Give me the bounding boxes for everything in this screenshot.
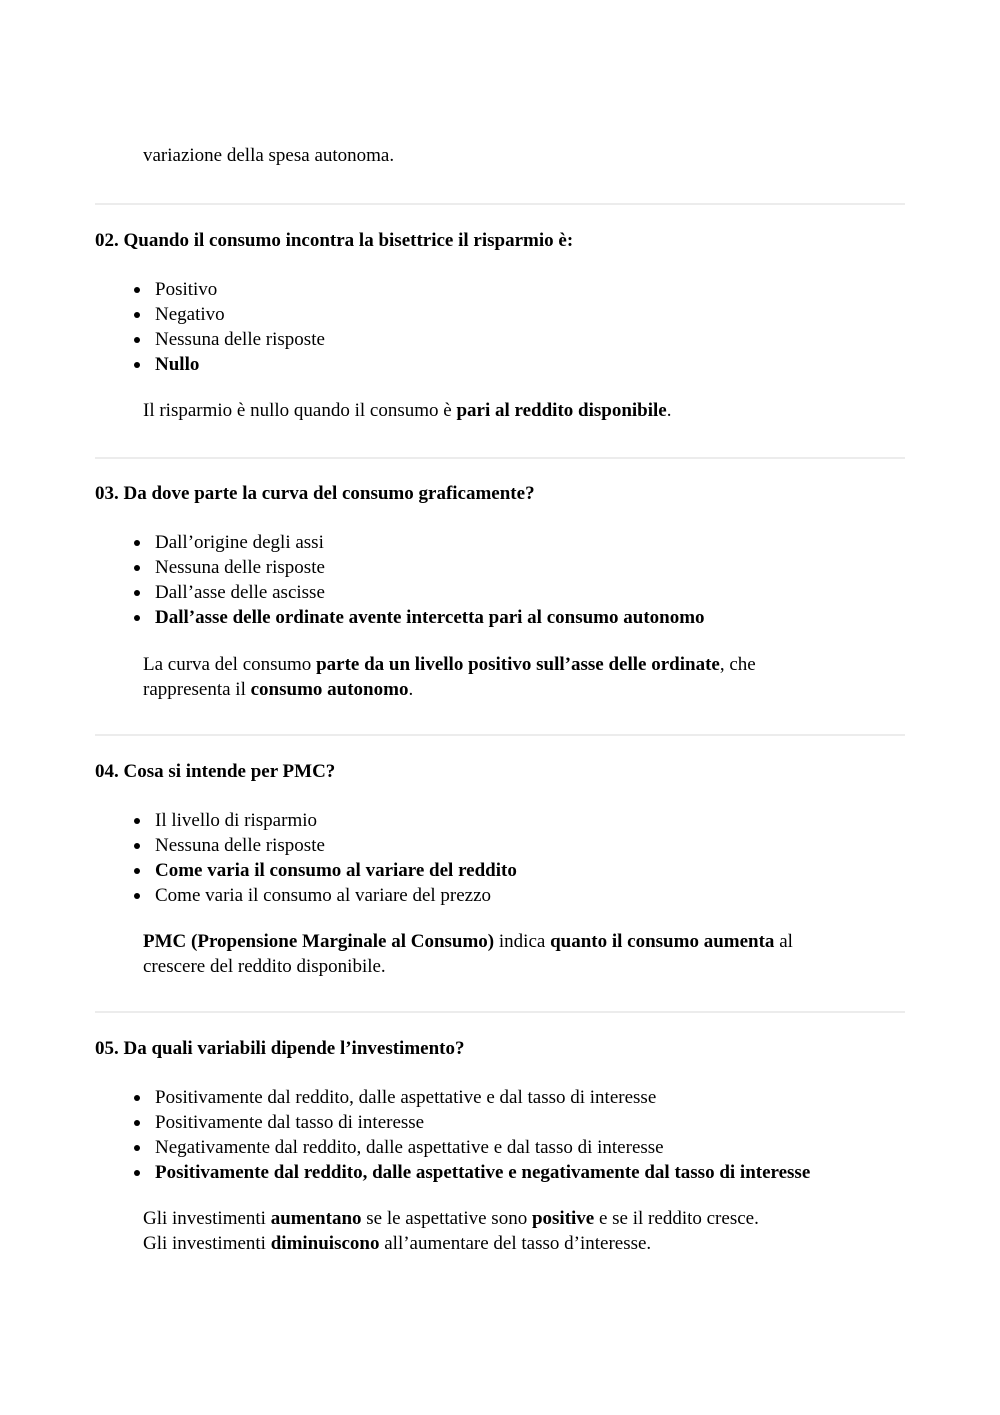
separator-2 bbox=[95, 457, 905, 459]
explanation-run: , che bbox=[719, 654, 756, 675]
answer-item: Dall’origine degli assi bbox=[155, 530, 705, 555]
answer-item: Negativamente dal reddito, dalle aspettative e dal tasso di interesse bbox=[155, 1135, 810, 1160]
answer-list bbox=[155, 808, 517, 908]
explanation-bold-run: quanto il consumo aumenta bbox=[550, 931, 775, 952]
explanation-bold-run: aumentano bbox=[270, 1208, 362, 1229]
separator-1 bbox=[95, 203, 905, 205]
explanation-bold-run: pari al reddito disponibile bbox=[456, 400, 667, 421]
answer-list bbox=[155, 277, 325, 377]
explanation-run: crescere del reddito disponibile. bbox=[143, 956, 386, 977]
explanation-run: La curva del consumo bbox=[143, 654, 317, 675]
explanation-bold-run: positive bbox=[531, 1208, 595, 1229]
answer-item: Nessuna delle risposte bbox=[155, 833, 517, 858]
explanation-bold-run: consumo autonomo bbox=[250, 679, 409, 700]
explanation-run: . bbox=[666, 400, 672, 421]
answer-item: Nessuna delle risposte bbox=[155, 555, 705, 580]
explanation-run: al bbox=[774, 931, 793, 952]
explanation-text bbox=[143, 1206, 883, 1256]
answer-item: Positivamente dal tasso di interesse bbox=[155, 1110, 810, 1135]
answer-list bbox=[155, 1085, 810, 1185]
intro-text: variazione della spesa autonoma. bbox=[143, 145, 395, 166]
explanation-text bbox=[143, 652, 883, 702]
explanation-run: indica bbox=[494, 931, 551, 952]
answer-list bbox=[155, 530, 705, 630]
explanation-bold-run: diminuiscono bbox=[270, 1233, 380, 1254]
explanation-run: all’aumentare del tasso d’interesse. bbox=[379, 1233, 652, 1254]
answer-item: Negativo bbox=[155, 302, 325, 327]
explanation-run: Gli investimenti bbox=[143, 1233, 271, 1254]
answer-item: Dall’asse delle ascisse bbox=[155, 580, 705, 605]
explanation-run: Gli investimenti bbox=[143, 1208, 271, 1229]
explanation-run: Il risparmio è nullo quando il consumo è bbox=[143, 400, 457, 421]
answer-item: Come varia il consumo al variare del prezzo bbox=[155, 883, 517, 908]
correct-answer-item: Nullo bbox=[155, 352, 325, 377]
correct-answer-item: Come varia il consumo al variare del reddito bbox=[155, 860, 517, 881]
explanation-text bbox=[143, 929, 883, 979]
correct-answer-item: Dall’asse delle ordinate avente intercetta pari al consumo autonomo bbox=[155, 607, 705, 628]
explanation-run: e se il reddito cresce. bbox=[594, 1208, 759, 1229]
separator-3 bbox=[95, 734, 905, 736]
answer-item: Nessuna delle risposte bbox=[155, 329, 325, 350]
correct-answer-item: Positivamente dal reddito, dalle aspettative e negativamente dal tasso di interesse bbox=[155, 1162, 811, 1183]
explanation-run: . bbox=[408, 679, 414, 700]
explanation-run: rappresenta il bbox=[143, 679, 251, 700]
separator-4 bbox=[95, 1011, 905, 1013]
answer-item: Il livello di risparmio bbox=[155, 808, 517, 833]
explanation-bold-run: parte da un livello positivo sull’asse delle ordinate bbox=[316, 654, 720, 675]
explanation-text bbox=[143, 398, 883, 423]
answer-item: Positivo bbox=[155, 277, 325, 302]
question-title: 02. Quando il consumo incontra la bisettrice il risparmio è: bbox=[95, 230, 574, 251]
answer-item: Positivamente dal reddito, dalle aspettative e dal tasso di interesse bbox=[155, 1085, 810, 1110]
question-title: 03. Da dove parte la curva del consumo graficamente? bbox=[95, 483, 535, 504]
question-title: 05. Da quali variabili dipende l’investimento? bbox=[95, 1038, 465, 1059]
explanation-run: se le aspettative sono bbox=[361, 1208, 532, 1229]
question-title: 04. Cosa si intende per PMC? bbox=[95, 761, 336, 782]
explanation-bold-run: PMC (Propensione Marginale al Consumo) bbox=[143, 931, 495, 952]
